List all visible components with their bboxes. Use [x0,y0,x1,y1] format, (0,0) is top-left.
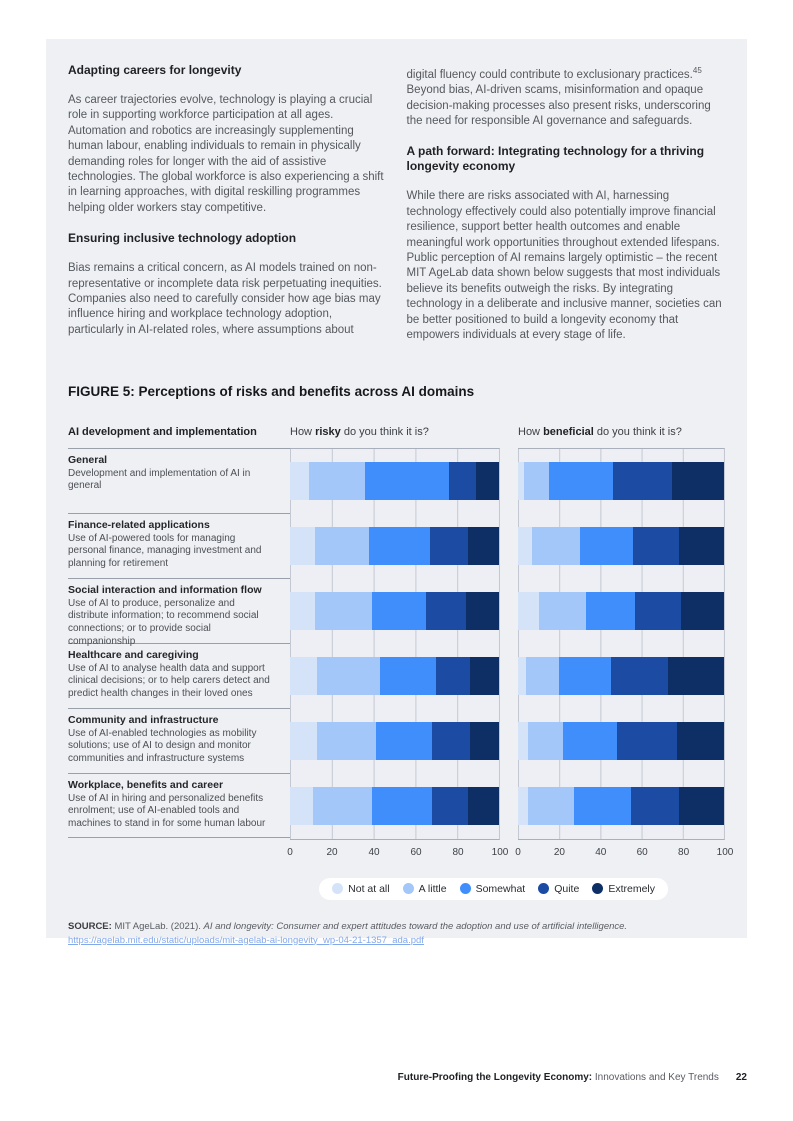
paragraph-text: digital fluency could contribute to exclusionary practices. [406,68,693,81]
content-card [46,39,747,946]
figure-title: FIGURE 5: Perceptions of risks and benefits across AI domains [68,383,475,399]
risky-bar-slot [290,579,499,644]
bar-segment-extremely [681,592,724,630]
article-column-right [407,63,726,359]
beneficial-stacked-bar-3 [518,592,724,630]
row-label-5 [68,708,290,773]
legend-item [403,883,447,895]
bar-segment-somewhat [549,462,613,500]
risky-bar-slot [290,449,499,514]
bar-segment-a-little [528,787,573,825]
chart-legend [319,878,668,900]
beneficial-stacked-bar-2 [518,527,724,565]
bar-segment-a-little [524,462,549,500]
chart-panel-gap [500,426,518,438]
bar-segment-extremely [470,722,499,760]
axis-tick-label: 60 [410,846,422,858]
source-citation [68,920,725,948]
chart-col-header-beneficial: How beneficial do you think it is? [518,425,682,438]
risky-x-axis [287,840,509,864]
risky-stacked-bar-4 [290,657,499,695]
bar-segment-not-at-all [290,592,315,630]
legend-label: Not at all [348,882,390,895]
bar-segment-somewhat [369,527,430,565]
bar-segment-extremely [476,462,499,500]
axis-tick-label: 0 [515,846,521,858]
bar-segment-not-at-all [518,787,528,825]
chart-body [68,448,725,840]
axis-tick-label: 40 [595,846,607,858]
bar-segment-not-at-all [518,722,528,760]
paragraph: As career trajectories evolve, technology is playing a crucial role in supporting workforce participation at all ages. Automation and robotics are increasingly supplementing human labour, enabling individuals to remain in physically demanding roles for longer with the aid of assistive technologies. The global workforce is also experiencing a shift in learning approaches, with digital reskilling programmes helping older workers stay competitive. [68,94,384,214]
beneficial-bar-slot [518,514,724,579]
bar-segment-somewhat [559,657,611,695]
risky-chart-panel [290,448,500,840]
bar-segment-a-little [309,462,365,500]
bar-segment-quite [633,527,678,565]
beneficial-x-axis [515,840,734,864]
beneficial-chart-panel [518,448,725,840]
risky-bar-slot [290,774,499,839]
bar-segment-quite [449,462,476,500]
bar-segment-somewhat [372,592,426,630]
risky-stacked-bar-2 [290,527,499,565]
bar-segment-extremely [468,527,499,565]
bar-segment-somewhat [574,787,632,825]
axis-tick-label: 40 [368,846,380,858]
legend-row [68,878,725,900]
legend-label: Quite [554,882,580,895]
bar-segment-quite [426,592,466,630]
article-columns [68,63,725,359]
row-label-6 [68,773,290,838]
bar-segment-a-little [528,722,563,760]
axis-tick-label: 60 [636,846,648,858]
row-title: Community and infrastructure [68,713,219,726]
bar-segment-extremely [466,592,499,630]
bar-segment-quite [436,657,469,695]
beneficial-stacked-bar-5 [518,722,724,760]
bar-segment-somewhat [586,592,635,630]
row-label-1 [68,448,290,513]
bar-segment-a-little [532,527,579,565]
bar-segment-not-at-all [290,787,313,825]
bar-segment-quite [432,722,470,760]
axis-tick-label: 80 [678,846,690,858]
bar-segment-quite [631,787,678,825]
beneficial-stacked-bar-4 [518,657,724,695]
bar-segment-a-little [315,527,369,565]
bar-segment-somewhat [376,722,432,760]
legend-item [538,883,579,895]
risky-stacked-bar-1 [290,462,499,500]
chart-col-header-domains: AI development and implementation [68,425,257,438]
bar-segment-somewhat [372,787,433,825]
beneficial-bar-slot [518,449,724,514]
source-link[interactable]: https://agelab.mit.edu/static/uploads/mit-agelab-ai-longevity_wp-04-21-1357_ada.pdf [68,934,424,946]
footer-report-subtitle: Innovations and Key Trends [592,1072,719,1083]
bar-segment-not-at-all [518,657,526,695]
bar-segment-a-little [317,722,376,760]
legend-label: Extremely [608,882,655,895]
bar-segment-not-at-all [518,592,539,630]
chart-axis-row [68,840,734,864]
row-label-4 [68,643,290,708]
legend-item [460,883,526,895]
bar-segment-not-at-all [290,527,315,565]
paragraph: While there are risks associated with AI, harnessing technology effectively could also potentially improve financial resilience, support better health outcomes and enable meaningful work opportunities throughout extended lifespans. Public perception of AI remains largely optimistic – the recent MIT AgeLab data shown below suggests that most individuals believe its benefits outweigh the risks. By integrating technology in a deliberate and inclusive manner, societies can be better positioned to build a longevity economy that empowers individuals at every stage of life. [406,190,722,342]
chart-col-header-risky: How risky do you think it is? [290,425,429,438]
page-footer [398,1072,747,1083]
bar-segment-extremely [672,462,724,500]
source-text: MIT AgeLab. (2021). [111,920,204,932]
bar-segment-quite [432,787,468,825]
paragraph-text: Beyond bias, AI-driven scams, misinformation and opaque decision-making processes also present risks, underscoring the need for responsible AI governance and safeguards. [406,84,711,128]
article-column-left [68,63,387,359]
chart-row-labels [68,448,290,840]
axis-tick-label: 0 [287,846,293,858]
risky-bar-slot [290,644,499,709]
paragraph: Bias remains a critical concern, as AI models trained on non-representative or incomplete data risk perpetuating inequities. Companies also need to carefully consider how age bias may influence hiring and workplace technology adoption, particularly in AI-related roles, where assumptions about [68,262,382,336]
legend-swatch-icon [460,883,471,894]
bar-segment-not-at-all [290,722,317,760]
bar-segment-extremely [679,787,724,825]
section-heading: A path forward: Integrating technology for a thriving longevity economy [406,144,705,174]
bar-segment-extremely [468,787,499,825]
legend-swatch-icon [403,883,414,894]
risky-stacked-bar-6 [290,787,499,825]
axis-tick-label: 20 [553,846,565,858]
bar-segment-extremely [470,657,499,695]
legend-label: A little [418,882,447,895]
bar-segment-a-little [317,657,380,695]
legend-label: Somewhat [475,882,526,895]
footnote-reference: 45 [692,66,702,75]
row-title: Workplace, benefits and career [68,778,224,791]
beneficial-bar-slot [518,579,724,644]
bar-segment-not-at-all [290,657,317,695]
bar-segment-quite [613,462,673,500]
legend-swatch-icon [332,883,343,894]
axis-tick-label: 80 [452,846,464,858]
row-description: Use of AI-enabled technologies as mobility solutions; use of AI to design and monitor communities and infrastructure systems [68,727,257,765]
row-title: Finance-related applications [68,518,210,531]
bar-segment-somewhat [580,527,634,565]
bar-segment-quite [611,657,669,695]
page-number: 22 [735,1072,747,1083]
bar-segment-somewhat [365,462,449,500]
footer-report-title: Future-Proofing the Longevity Economy: [397,1072,593,1083]
beneficial-stacked-bar-6 [518,787,724,825]
beneficial-stacked-bar-1 [518,462,724,500]
risky-bar-slot [290,709,499,774]
beneficial-bar-slot [518,774,724,839]
row-description: Use of AI to analyse health data and support clinical decisions; or to help carers detect and predict health changes in their loved ones [68,662,270,700]
beneficial-bar-slot [518,709,724,774]
bar-segment-quite [635,592,680,630]
beneficial-bar-slot [518,644,724,709]
bar-segment-a-little [526,657,559,695]
section-heading: Ensuring inclusive technology adoption [68,231,297,246]
row-title: General [68,453,108,466]
bar-segment-a-little [539,592,586,630]
legend-swatch-icon [538,883,549,894]
axis-tick-label: 20 [326,846,338,858]
chart-panel-gap [500,448,518,840]
row-description: Use of AI in hiring and personalized benefits enrolment; use of AI-enabled tools and machines to stand in for some human labour [68,792,266,830]
bar-segment-not-at-all [518,527,532,565]
section-heading: Adapting careers for longevity [68,63,242,77]
bar-segment-extremely [677,722,724,760]
bar-segment-a-little [313,787,372,825]
bar-segment-somewhat [380,657,436,695]
source-title: AI and longevity: Consumer and expert attitudes toward the adoption and use of artificial intelligence. [203,920,628,932]
bar-segment-somewhat [563,722,617,760]
legend-item [332,883,389,895]
row-label-2 [68,513,290,578]
axis-tick-label: 100 [716,846,734,858]
risky-stacked-bar-5 [290,722,499,760]
bar-segment-extremely [679,527,724,565]
risky-stacked-bar-3 [290,592,499,630]
row-description: Use of AI to produce, personalize and distribute information; to recommend social connections; or to provide social companionship [68,597,259,647]
bar-segment-extremely [668,657,724,695]
chart-header-row [68,426,725,438]
row-title: Social interaction and information flow [68,583,262,596]
row-description: Use of AI-powered tools for managing personal finance, managing investment and planning for retirement [68,532,262,570]
source-label: SOURCE: [68,920,112,932]
paragraph [407,63,726,129]
bar-segment-quite [430,527,468,565]
bar-segment-not-at-all [290,462,309,500]
risky-bar-slot [290,514,499,579]
row-description: Development and implementation of AI in general [68,467,251,492]
legend-swatch-icon [592,883,603,894]
row-label-3 [68,578,290,647]
axis-tick-label: 100 [491,846,509,858]
legend-item [592,883,655,895]
bar-segment-a-little [315,592,371,630]
row-title: Healthcare and caregiving [68,648,199,661]
bar-segment-quite [617,722,677,760]
